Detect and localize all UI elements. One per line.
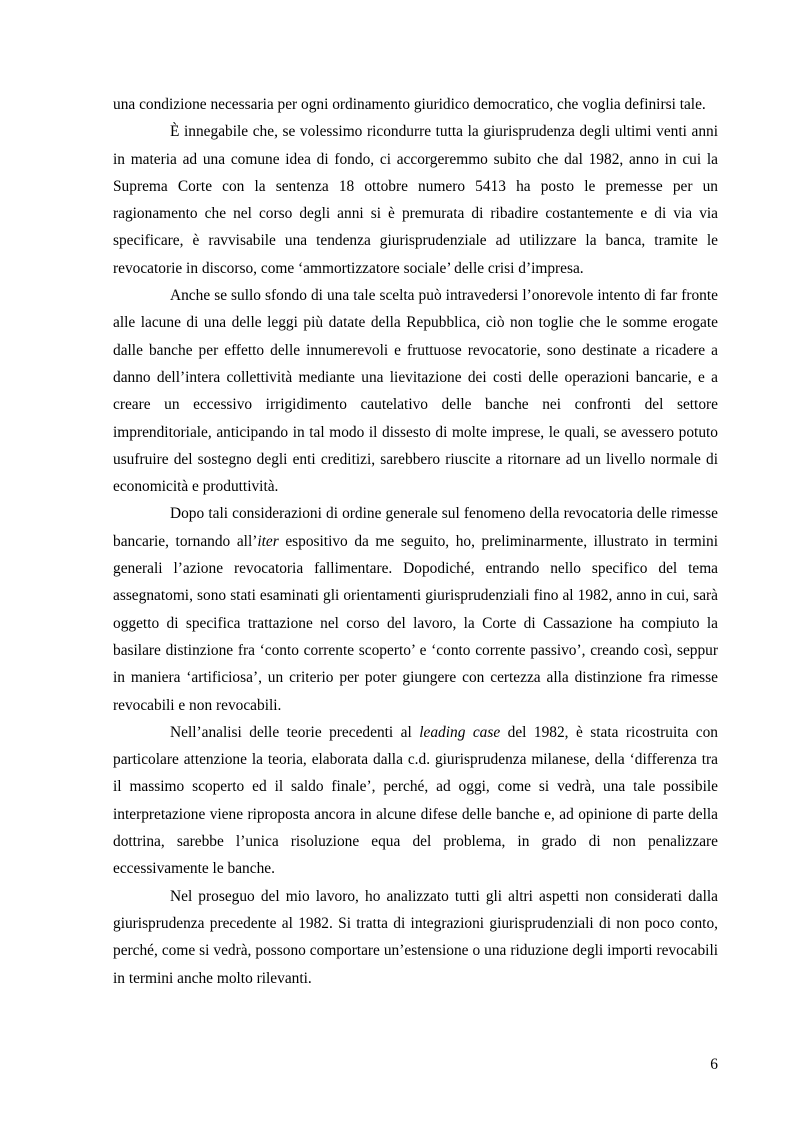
paragraph-1 (113, 91, 718, 118)
paragraph-text: Nel proseguo del mio lavoro, ho analizzato tutti gli altri aspetti non considerati dalla giurisprudenza precedente al 1982. Si tratta di integrazioni giurisprudenziali di non poco conto, perché, come si vedrà, possono comportare un’estensione o una riduzione degli importi revocabili in termini anche molto rilevanti. (113, 887, 718, 987)
page-number: 6 (710, 1056, 718, 1073)
italic-term-leading-case: leading case (419, 723, 501, 741)
paragraph-text: una condizione necessaria per ogni ordinamento giuridico democratico, che voglia definirsi tale. (113, 96, 706, 113)
paragraph-3 (113, 282, 718, 500)
paragraph-text: del 1982, è stata ricostruita con particolare attenzione la teoria, elaborata dalla c.d. giurisprudenza milanese, della ‘differenza tra il massimo scoperto ed il saldo finale’, perché, ad oggi, come si vedrà, una tale possibile interpretazione viene riproposta ancora in alcune difese delle banche e, ad opinione di parte della dottrina, sarebbe l’unica risoluzione equa del problema, in grado di non penalizzare eccessivamente le banche. (113, 723, 718, 878)
paragraph-text: È innegabile che, se volessimo ricondurre tutta la giurisprudenza degli ultimi venti anni in materia ad una comune idea di fondo, ci accorgeremmo subito che dal 1982, anno in cui la Suprema Corte con la sentenza 18 ottobre numero 5413 ha posto le premesse per un ragionamento che nel corso degli anni si è premurata di ribadire costantemente e di via via specificare, è ravvisabile una tendenza giurisprudenziale ad utilizzare la banca, tramite le revocatorie in discorso, come ‘ammortizzatore sociale’ delle crisi d’impresa. (113, 123, 718, 277)
italic-term-iter: iter (257, 532, 279, 550)
paragraph-text: espositivo da me seguito, ho, preliminarmente, illustrato in termini generali l’azione revocatoria fallimentare. Dopodiché, entrando nello specifico del tema assegnatomi, sono stati esaminati gli orientamenti giurisprudenziali fino al 1982, anno in cui, sarà oggetto di specifica trattazione nel corso del lavoro, la Corte di Cassazione ha compiuto la basilare distinzione fra ‘conto corrente scoperto’ e ‘conto corrente passivo’, creando così, seppur in maniera ‘artificiosa’, un criterio per poter giungere con certezza alla distinzione fra rimesse revocabili e non revocabili. (113, 532, 718, 714)
document-body (113, 91, 718, 992)
paragraph-text: Dopo tali considerazioni di ordine generale sul fenomeno della revocatoria delle rimesse bancarie, tornando all’ (113, 505, 718, 550)
paragraph-5 (113, 719, 718, 883)
paragraph-text: Nell’analisi delle teorie precedenti al (170, 723, 420, 741)
paragraph-2 (113, 118, 718, 282)
paragraph-6 (113, 883, 718, 992)
paragraph-4 (113, 500, 718, 718)
paragraph-text: Anche se sullo sfondo di una tale scelta può intravedersi l’onorevole intento di far fronte alle lacune di una delle leggi più datate della Repubblica, ciò non toglie che le somme erogate dalle banche per effetto delle innumerevoli e fruttuose revocatorie, sono destinate a ricadere a danno dell’intera collettività mediante una lievitazione dei costi delle operazioni bancarie, e a creare un eccessivo irrigidimento cautelativo delle banche nei confronti del settore imprenditoriale, anticipando in tal modo il dissesto di molte imprese, le quali, se avessero potuto usufruire del sostegno degli enti creditizi, sarebbero riuscite a ritornare ad un livello normale di economicità e produttività. (113, 287, 718, 496)
